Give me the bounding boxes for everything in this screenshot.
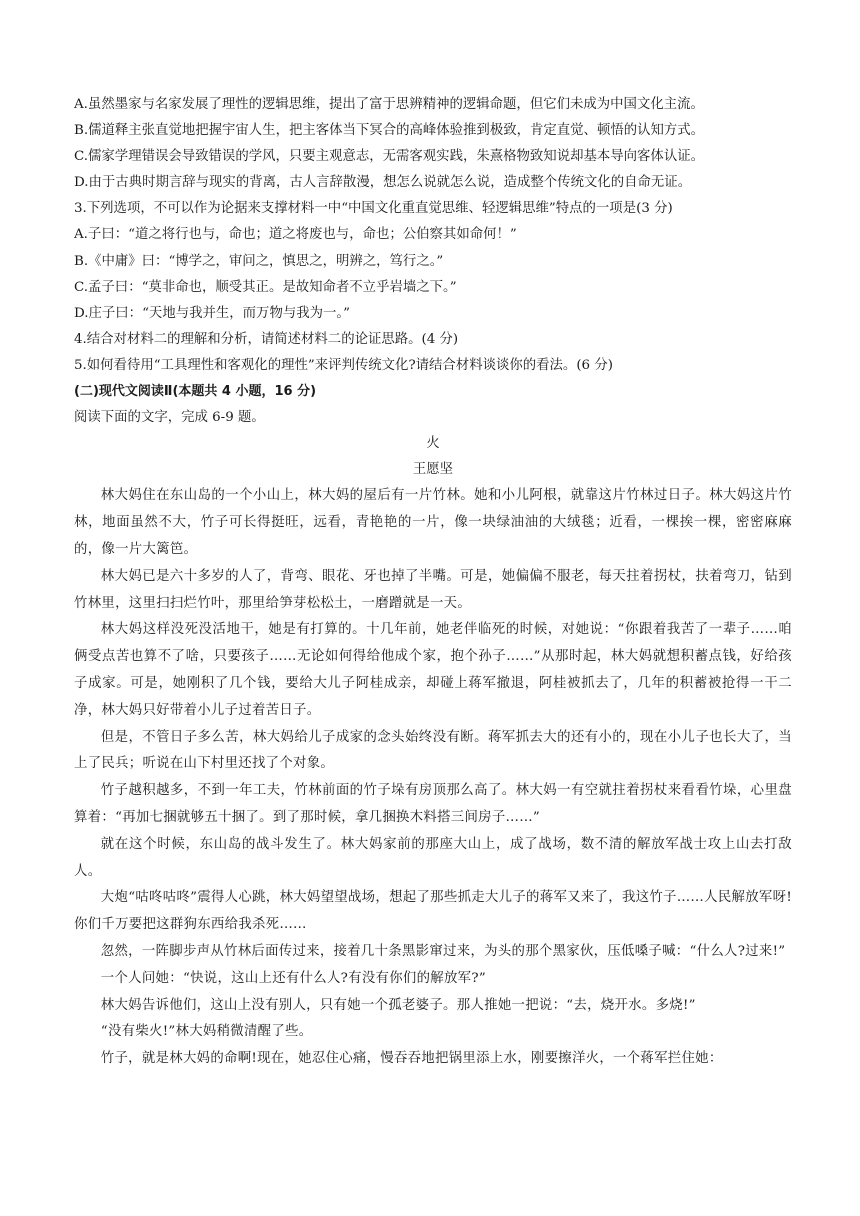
- option-d: D.由于古典时期言辞与现实的背离，古人言辞散漫，想怎么说就怎么说，造成整个传统文化的自命无证。: [74, 175, 692, 191]
- option-b: B.儒道释主张直觉地把握宇宙人生，把主客体当下冥合的高峰体验推到极致，肯定直觉、顿悟的认知方式。: [74, 123, 705, 139]
- option-a: A.虽然墨家与名家发展了理性的逻辑思维，提出了富于思辨精神的逻辑命题，但它们未成为中国文化主流。: [74, 97, 704, 112]
- question-3-stem: 3.下列选项，不可以作为论据来支撑材料一中“中国文化重直觉思维、轻逻辑思维”特点的一项是(3 分): [74, 201, 673, 217]
- story-title: 火: [426, 436, 440, 452]
- question-3: [74, 196, 792, 326]
- story-paragraph: “没有柴火!”林大妈稍微清醒了些。: [100, 1024, 313, 1040]
- question-2-options: [74, 92, 792, 196]
- story-paragraph: 忽然，一阵脚步声从竹林后面传过来，接着几十条黑影窜过来，为头的那个黑家伙，压低嗓子喊：“什么人?过来!”: [100, 943, 786, 959]
- reading-instruction: 阅读下面的文字，完成 6-9 题。: [74, 410, 265, 426]
- q3-option-b: B.《中庸》曰：“博学之，审问之，慎思之，明辨之，笃行之。”: [74, 253, 444, 269]
- q3-option-d: D.庄子曰：“天地与我并生，而万物与我为一。”: [74, 305, 350, 321]
- story-author: 王愿坚: [412, 462, 454, 478]
- story-paragraph: 林大妈告诉他们，这山上没有别人，只有她一个孤老婆子。那人推她一把说：“去，烧开水。多烧!”: [100, 997, 696, 1013]
- story-paragraph: 林大妈这样没死没活地干，她是有打算的。十几年前，她老伴临死的时候，对她说：“你跟着我苦了一辈子……咱俩受点苦也算不了啥，只要孩子……无论如何得给他成个家，抱个孙子……”从那时起，林大妈就想积蓄点钱，好给孩子成家。可是，她刚积了几个钱，要给大儿子阿桂成亲，却碰上蒋军撤退，阿桂被抓去了，几年的积蓄被抢得一干二净，林大妈只好带着小儿子过着苦日子。: [74, 622, 792, 718]
- story-paragraph: 林大妈住在东山岛的一个小山上，林大妈的屋后有一片竹林。她和小儿阿根，就靠这片竹林过日子。林大妈这片竹林，地面虽然不大，竹子可长得挺旺，远看，青艳艳的一片，像一块绿油油的大绒毯；近看，一棵挨一棵，密密麻麻的，像一片大篱笆。: [74, 488, 792, 557]
- story-body: [74, 483, 792, 1073]
- section-title: (二)现代文阅读Ⅱ(本题共 4 小题，16 分): [74, 384, 317, 400]
- option-c: C.儒家学理错误会导致错误的学风，只要主观意志，无需客观实践，朱熹格物致知说却基本导向客体认证。: [74, 149, 704, 165]
- question-5: 5.如何看待用“工具理性和客观化的理性”来评判传统文化?请结合材料谈谈你的看法。(6 分): [74, 357, 613, 373]
- exam-page: [74, 92, 792, 1073]
- story-paragraph: 但是，不管日子多么苦，林大妈给儿子成家的念头始终没有断。蒋军抓去大的还有小的，现在小儿子也长大了，当上了民兵；听说在山下村里还找了个对象。: [74, 729, 792, 772]
- story-paragraph: 一个人问她：“快说，这山上还有什么人?有没有你们的解放军?”: [100, 970, 487, 986]
- story-paragraph: 竹子越积越多，不到一年工夫，竹林前面的竹子垛有房顶那么高了。林大妈一有空就拄着拐杖来看看竹垛，心里盘算着：“再加七捆就够五十捆了。到了那时候，拿几捆换木料搭三间房子……”: [74, 783, 792, 825]
- story-paragraph: 大炮“咕咚咕咚”震得人心跳，林大妈望望战场，想起了那些抓走大儿子的蒋军又来了，我这竹子……人民解放军呀!你们千万要把这群狗东西给我杀死……: [74, 890, 792, 933]
- q3-option-a: A.子曰：“道之将行也与，命也；道之将废也与，命也；公伯察其如命何！”: [74, 227, 517, 243]
- question-4: 4.结合对材料二的理解和分析，请简述材料二的论证思路。(4 分): [74, 331, 459, 347]
- story-paragraph: 竹子，就是林大妈的命啊!现在，她忍住心痛，慢吞吞地把锅里添上水，刚要擦洋火，一个蒋军拦住她：: [100, 1051, 723, 1067]
- story-paragraph: 林大妈已是六十多岁的人了，背弯、眼花、牙也掉了半嘴。可是，她偏偏不服老，每天拄着拐杖，扶着弯刀，钻到竹林里，这里扫扫烂竹叶，那里给笋芽松松土，一磨蹭就是一天。: [74, 568, 792, 611]
- q3-option-c: C.孟子曰：“莫非命也，顺受其正。是故知命者不立乎岩墙之下。”: [74, 279, 457, 295]
- story-paragraph: 就在这个时候，东山岛的战斗发生了。林大妈家前的那座大山上，成了战场，数不清的解放军战士攻上山去打敌人。: [74, 836, 792, 879]
